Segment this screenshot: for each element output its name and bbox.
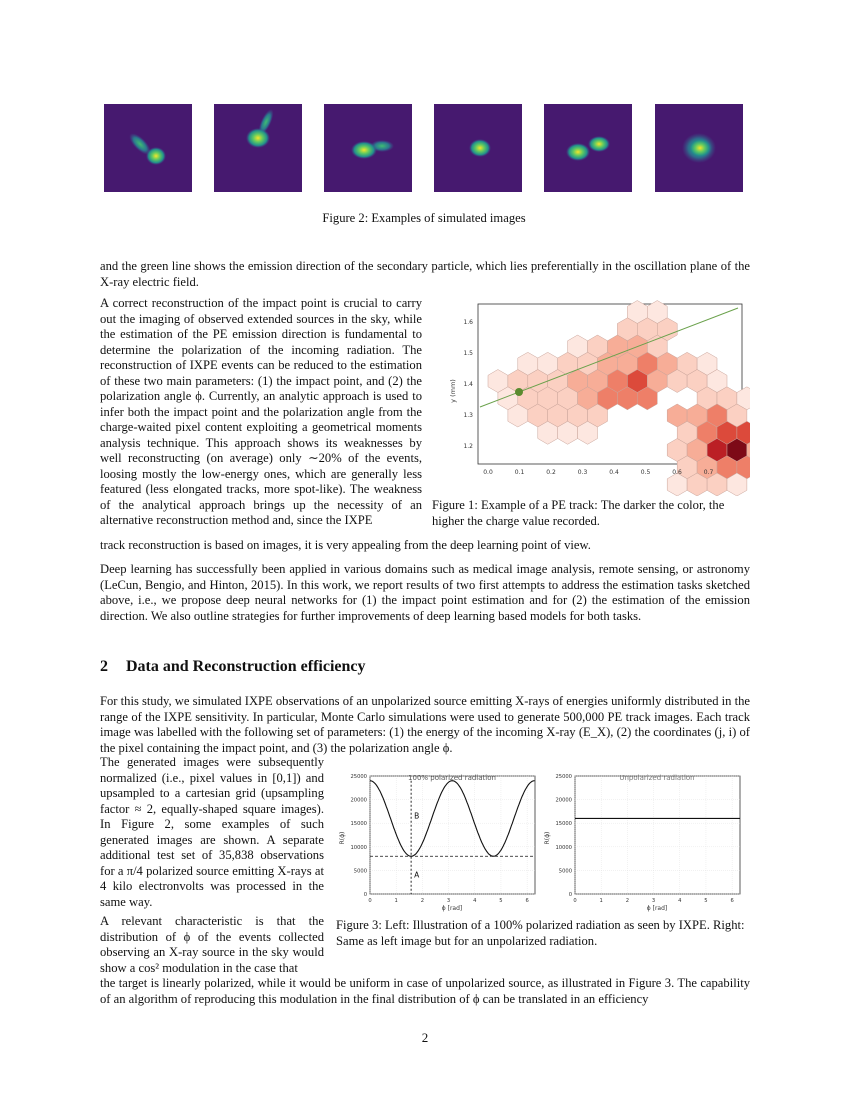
figure-3: [336, 768, 750, 914]
ytick-label: 20000: [350, 797, 367, 804]
right-yticks: [555, 774, 572, 898]
paragraph-6-continued: the target is linearly polarized, while it would be uniform in case of unpolarized source, as illustrated in Figure 3. The capability of an algorithm of reproducing this modulation in the final distribution of ϕ can be translated in an efficiency: [100, 976, 750, 1006]
label-b: B: [414, 811, 420, 821]
figure-3-left-panel: [339, 774, 535, 912]
paragraph-6: A relevant characteristic is that the distribution of ϕ of the events collected observing an X-ray source in the sky would show a cos² modulation in the case that: [100, 914, 324, 975]
xtick-label: 4: [473, 898, 477, 904]
left-yticks: [350, 774, 367, 898]
xtick-label: 2: [625, 898, 630, 904]
right-panel-title: Unpolarized radiation: [619, 774, 695, 782]
xtick-label: 0.1: [514, 469, 525, 476]
right-xticks: [573, 898, 733, 904]
ytick-label: 1.2: [463, 443, 473, 450]
impact-point-marker: [515, 388, 523, 396]
left-xticks: [368, 898, 528, 904]
figure-1-caption: Figure 1: Example of a PE track: The darker the color, the higher the charge value recorded.: [432, 498, 725, 528]
simulated-image-3: [324, 104, 412, 192]
figure-1-yticks: [463, 319, 473, 450]
xtick-label: 0.4: [609, 469, 619, 476]
ytick-label: 0: [568, 892, 572, 898]
left-panel-title: 100% polarized radiation: [408, 774, 496, 782]
xtick-label: 5: [704, 898, 708, 904]
xtick-label: 3: [446, 898, 451, 904]
simulated-image-1: [104, 104, 192, 192]
xtick-label: 0: [368, 898, 372, 904]
paragraph-5: The generated images were subsequently normalized (i.e., pixel values in [0,1]) and upsampled to a cartesian grid (upsampling factor ≈ 2, equally-shaped square images). In Figure 2, some examples of such generated images are shown. A separate additional test set of 35,838 observations for a π/4 polarized source emitting X-rays at 4 kilo electronvolts was processed in the same way.: [100, 755, 324, 909]
xtick-label: 0.7: [703, 469, 714, 476]
ytick-label: 25000: [555, 774, 572, 780]
ytick-label: 15000: [555, 821, 572, 828]
ytick-label: 1.5: [463, 350, 473, 357]
ytick-label: 0: [363, 892, 367, 898]
figure-1-plot: [440, 296, 750, 496]
section-title: Data and Reconstruction efficiency: [126, 658, 366, 675]
ytick-label: 1.6: [463, 319, 473, 326]
xtick-label: 4: [678, 898, 682, 904]
paragraph-2: A correct reconstruction of the impact point is crucial to carry out the imaging of observed extended sources in the sky, while the estimation of the PE emission direction is fundamental to determine the polarization of the incoming radiation. The reconstruction of IXPE events can be reduced to the estimation of these two main parameters: (1) the impact point, and (2) the polarization angle ϕ. Currently, an analytic approach is used to infer both the impact point and the polarization angle from the charge-waited pixel content exploiting a geometrical moments analysis technique. This approach shows its weaknesses by well reconstructing (on average) only ∼20% of the events, loosing mostly the low-energy ones, which are generally less featured (less elongated tracks, more spot-like). The weakness of the analytical approach brings up the necessity of an alternative reconstruction method and, since the IXPE: [100, 296, 422, 527]
xtick-label: 2: [420, 898, 425, 904]
paragraph-4: For this study, we simulated IXPE observations of an unpolarized source emitting X-rays of energies uniformly distributed in the range of the IXPE sensitivity. In particular, Monte Carlo simulations were used to generate 500,000 PE track images. Each track image was labelled with the following set of parameters: (1) the energy of the incoming X-ray (E_X), (2) the coordinates (j, i) of the pixel containing the impact point, and (3) the polarization angle ϕ.: [100, 694, 750, 755]
ytick-label: 5000: [558, 868, 572, 875]
paragraph-2-continued: track reconstruction is based on images, it is very appealing from the deep learning point of view.: [100, 538, 591, 552]
xtick-label: 0: [573, 898, 577, 904]
right-xlabel: ϕ [rad]: [646, 905, 668, 912]
simulated-image-5: [544, 104, 632, 192]
xtick-label: 0.6: [672, 469, 682, 476]
paragraph-3: Deep learning has successfully been applied in various domains such as medical image analysis, remote sensing, or astronomy (LeCun, Bengio, and Hinton, 2015). In this work, we report results of two first attempts to address the estimation tasks sketched above, i.e., we propose deep neural networks for (1) the impact point estimation and for (2) the estimation of the emission direction. We also outline strategies for further improvements of deep learning based models for both tasks.: [100, 562, 750, 623]
page-number: 2: [421, 1030, 429, 1045]
section-number: 2: [100, 658, 108, 675]
section-heading: [100, 658, 366, 676]
ytick-label: 10000: [555, 844, 572, 851]
figure-3-right-panel: [544, 774, 740, 912]
ytick-label: 5000: [353, 868, 367, 875]
xtick-label: 1: [599, 898, 603, 904]
figure-3-plots: [336, 768, 750, 914]
simulated-image-6: [655, 104, 743, 192]
figure-1-xticks: [483, 469, 713, 476]
xtick-label: 0.5: [640, 469, 651, 476]
figure-1: [440, 296, 750, 496]
left-ylabel: R(ϕ): [339, 831, 346, 845]
xtick-label: 5: [499, 898, 503, 904]
ytick-label: 15000: [350, 821, 367, 828]
ytick-label: 20000: [555, 797, 572, 804]
ytick-label: 25000: [350, 774, 367, 780]
paragraph-1: and the green line shows the emission direction of the secondary particle, which lies preferentially in the oscillation plane of the X-ray electric field.: [100, 259, 750, 289]
ytick-label: 1.3: [463, 412, 473, 419]
figure-2-caption: Figure 2: Examples of simulated images: [322, 211, 526, 225]
xtick-label: 0.0: [483, 469, 493, 476]
xtick-label: 0.3: [577, 469, 588, 476]
xtick-label: 3: [651, 898, 656, 904]
figure-3-caption: Figure 3: Left: Illustration of a 100% polarized radiation as seen by IXPE. Right: Same as left image but for an unpolarized radiation.: [336, 918, 745, 948]
xtick-label: 1: [394, 898, 398, 904]
right-ylabel: R(ϕ): [544, 831, 551, 845]
xtick-label: 6: [525, 898, 529, 904]
xtick-label: 6: [730, 898, 734, 904]
simulated-image-2: [214, 104, 302, 192]
ytick-label: 10000: [350, 844, 367, 851]
xtick-label: 0.2: [546, 469, 556, 476]
ytick-label: 1.4: [463, 381, 473, 388]
figure-1-ylabel: y (mm): [449, 379, 457, 403]
left-xlabel: ϕ [rad]: [441, 905, 463, 912]
label-a: A: [414, 870, 420, 880]
simulated-image-4: [434, 104, 522, 192]
